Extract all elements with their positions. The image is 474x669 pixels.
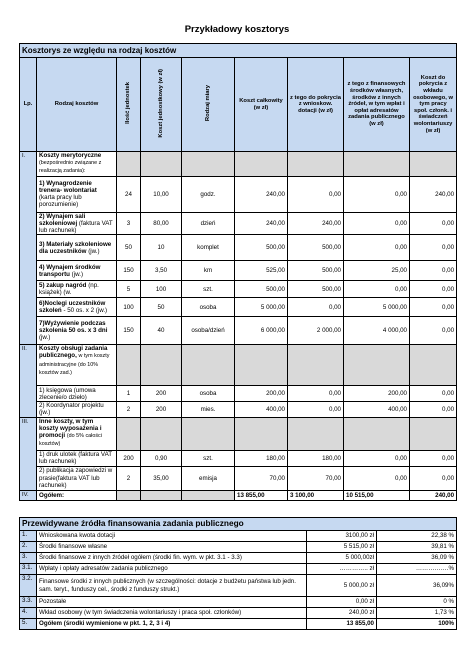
group-name: Koszty obsługi zadania publicznego, w tym koszty administracyjne (do 10% kosztów zad.) (37, 345, 117, 386)
volunteer-cell: 0,00 (410, 402, 457, 417)
funding-sources (20, 531, 457, 630)
own-funds-cell: 0,00 (344, 450, 410, 466)
cost-row (20, 317, 457, 345)
quantity-cell: 2 (117, 402, 141, 417)
funding-row (20, 597, 457, 608)
cost-item: 1) druk ulotek (faktura VAT lub rachunek) (37, 450, 117, 466)
funding-label: Środki finansowe własne (37, 542, 307, 553)
funding-row (20, 619, 457, 630)
quantity-cell: 150 (117, 261, 141, 281)
funding-amount: 5 515,00 zł (307, 542, 377, 553)
empty-cell (410, 345, 457, 386)
row-lp: 3.2. (20, 575, 37, 597)
cost-item: 5) zakup nagród (np. książek) (w. (37, 281, 117, 298)
cost-item: 2) Wynajem sali szkoleniowej (faktura VAT lub rachunek) (37, 212, 117, 235)
quantity-cell: 150 (117, 317, 141, 345)
funding-percent: 22,38 % (377, 531, 457, 542)
volunteer-cell: 0,00 (410, 466, 457, 490)
row-lp: 3.1. (20, 564, 37, 575)
measure-cell: szt. (182, 281, 235, 298)
total-cost-value: 13 855,00 (235, 490, 288, 500)
own-funds-cell: 400,00 (344, 402, 410, 417)
own-funds-cell: 0,00 (344, 176, 410, 212)
funding-amount: ………….. zł (307, 564, 377, 575)
unit-cost-cell: 80,00 (141, 212, 182, 235)
section-title-funding: Przewidywane źródła finansowania zadania publicznego (20, 518, 457, 531)
empty-cell (288, 417, 344, 450)
funding-amount: 5 000,00 zł (307, 575, 377, 597)
grant-cell: 0,00 (288, 298, 344, 317)
measure-cell: osoba (182, 298, 235, 317)
grant-cell: 500,00 (288, 235, 344, 261)
total-cost-cell: 240,00 (235, 176, 288, 212)
row-lp: I. (20, 152, 37, 345)
cost-item: 1) księgowa (umowa zlecenie/o dzieło) (37, 386, 117, 402)
empty-cell (288, 345, 344, 386)
section-title-costs: Kosztorys ze względu na rodzaj kosztów (20, 44, 457, 58)
header-unit-cost: Koszt jednostkowy (w zł) (141, 58, 182, 152)
empty-cell (182, 417, 235, 450)
group-header-row (20, 417, 457, 450)
cost-item: 7)Wyżywienie podczas szkolenia 50 os. x 3 dni (jw.) (37, 317, 117, 345)
own-funds-cell: 0,00 (344, 235, 410, 261)
grant-cell: 500,00 (288, 281, 344, 298)
group-header-row (20, 152, 457, 177)
unit-cost-cell: 100 (141, 281, 182, 298)
quantity-cell: 2 (117, 466, 141, 490)
empty-cell (182, 152, 235, 177)
unit-cost-cell: 3,50 (141, 261, 182, 281)
measure-cell: osoba (182, 386, 235, 402)
funding-amount: 13 855,00 (307, 619, 377, 630)
header-volunteer: Koszt do pokrycia z wkładu osobowego, w tym pracy społ. członk. i świadczeń wolontariuszy (w zł) (410, 58, 457, 152)
unit-cost-cell: 0,90 (141, 450, 182, 466)
funding-label: Finansowe środki z innych publicznych (w szczególności: dotacje z budżetu państwa lub jedn. sam. teryt., funduszy cel., środki z funduszy strukt.) (37, 575, 307, 597)
unit-cost-cell: 200 (141, 402, 182, 417)
empty-cell (117, 152, 141, 177)
cost-item: 6)Noclegi uczestników szkoleń - 50 os. x 2 (jw.) (37, 298, 117, 317)
group-name: Koszty merytoryczne (bezpośrednio związane z realizacją zadania): (37, 152, 117, 177)
quantity-cell: 3 (117, 212, 141, 235)
quantity-cell: 50 (117, 235, 141, 261)
header-cost-type: Rodzaj kosztów (37, 58, 117, 152)
row-lp: 3. (20, 553, 37, 564)
funding-percent: …………….% (377, 564, 457, 575)
quantity-cell: 24 (117, 176, 141, 212)
row-lp: 3.3. (20, 597, 37, 608)
own-funds-cell: 0,00 (344, 466, 410, 490)
measure-cell: godz. (182, 176, 235, 212)
total-cost-cell: 180,00 (235, 450, 288, 466)
funding-row (20, 542, 457, 553)
measure-cell: mies. (182, 402, 235, 417)
unit-cost-cell: 10,00 (141, 176, 182, 212)
total-cost-cell: 500,00 (235, 281, 288, 298)
cost-row (20, 386, 457, 402)
cost-row (20, 261, 457, 281)
unit-cost-cell: 200 (141, 386, 182, 402)
empty-cell (141, 490, 182, 500)
empty-cell (117, 490, 141, 500)
cost-row (20, 298, 457, 317)
empty-cell (288, 152, 344, 177)
volunteer-cell: 0,00 (410, 235, 457, 261)
own-funds-cell: 0,00 (344, 212, 410, 235)
total-cost-cell: 200,00 (235, 386, 288, 402)
empty-cell (344, 345, 410, 386)
volunteer-cell: 0,00 (410, 386, 457, 402)
volunteer-cell: 0,00 (410, 317, 457, 345)
empty-cell (235, 345, 288, 386)
empty-cell (410, 152, 457, 177)
funding-row (20, 608, 457, 619)
header-own-funds: z tego z finansowych środków własnych, środków z innych źródeł, w tym wpłat i opłat adresatów zadania publicznego (w zł) (344, 58, 410, 152)
total-cost-cell: 240,00 (235, 212, 288, 235)
funding-amount: 240,00 zł (307, 608, 377, 619)
funding-row (20, 553, 457, 564)
volunteer-cell: 0,00 (410, 281, 457, 298)
total-label: Ogółem: (37, 490, 117, 500)
empty-cell (235, 152, 288, 177)
grant-cell: 0,00 (288, 176, 344, 212)
unit-cost-cell: 35,00 (141, 466, 182, 490)
quantity-cell: 100 (117, 298, 141, 317)
measure-cell: km (182, 261, 235, 281)
row-lp: 4. (20, 608, 37, 619)
group-name: Inne koszty, w tym koszty wyposażenia i promocji (do 5% całości kosztów) (37, 417, 117, 450)
empty-cell (117, 417, 141, 450)
volunteer-cell: 0,00 (410, 298, 457, 317)
funding-row (20, 564, 457, 575)
funding-percent: 0 % (377, 597, 457, 608)
cost-row (20, 402, 457, 417)
funding-percent: 39,81 % (377, 542, 457, 553)
funding-label: Ogółem (środki wymienione w pkt. 1, 2, 3 i 4) (37, 619, 307, 630)
grant-cell: 0,00 (288, 386, 344, 402)
own-funds-cell: 0,00 (344, 281, 410, 298)
cost-estimate-table (19, 43, 457, 501)
funding-label: Pozostałe (37, 597, 307, 608)
header-measure: Rodzaj miary (182, 58, 235, 152)
group-header-row (20, 345, 457, 386)
total-cost-cell: 5 000,00 (235, 298, 288, 317)
cost-row (20, 212, 457, 235)
header-lp: Lp. (20, 58, 37, 152)
measure-cell: dzień (182, 212, 235, 235)
total-own-value: 10 515,00 (344, 490, 410, 500)
total-cost-cell: 500,00 (235, 235, 288, 261)
volunteer-cell: 0,00 (410, 261, 457, 281)
funding-amount: 3100,00 zł (307, 531, 377, 542)
unit-cost-cell: 50 (141, 298, 182, 317)
row-lp: III. (20, 417, 37, 490)
empty-cell (182, 345, 235, 386)
row-lp: IV. (20, 490, 37, 500)
unit-cost-cell: 10 (141, 235, 182, 261)
cost-row (20, 281, 457, 298)
total-grant-value: 3 100,00 (288, 490, 344, 500)
total-cost-cell: 525,00 (235, 261, 288, 281)
own-funds-cell: 25,00 (344, 261, 410, 281)
volunteer-cell: 240,00 (410, 176, 457, 212)
funding-percent: 36,09 % (377, 553, 457, 564)
funding-percent: 100% (377, 619, 457, 630)
empty-cell (141, 417, 182, 450)
measure-cell: emisja (182, 466, 235, 490)
total-cost-cell: 400,00 (235, 402, 288, 417)
group-merit-costs (20, 152, 457, 345)
row-lp: II. (20, 345, 37, 417)
measure-cell: osoba/dzień (182, 317, 235, 345)
volunteer-cell: 0,00 (410, 450, 457, 466)
cost-row (20, 235, 457, 261)
empty-cell (410, 417, 457, 450)
total-volunteer-value: 240,00 (410, 490, 457, 500)
cost-row (20, 176, 457, 212)
funding-label: Wkład osobowy (w tym świadczenia wolontariuszy i praca społ. członków) (37, 608, 307, 619)
row-lp: 5. (20, 619, 37, 630)
total-cost-cell: 6 000,00 (235, 317, 288, 345)
funding-amount: 5 000,00zł (307, 553, 377, 564)
empty-cell (344, 152, 410, 177)
cost-row (20, 450, 457, 466)
volunteer-cell: 0,00 (410, 212, 457, 235)
grant-cell: 2 000,00 (288, 317, 344, 345)
funding-percent: 36,09% (377, 575, 457, 597)
total-row (20, 490, 457, 500)
empty-cell (235, 417, 288, 450)
empty-cell (141, 345, 182, 386)
grant-cell: 70,00 (288, 466, 344, 490)
row-lp: 2. (20, 542, 37, 553)
grant-cell: 0,00 (288, 402, 344, 417)
empty-cell (117, 345, 141, 386)
empty-cell (141, 152, 182, 177)
funding-sources-table (19, 517, 457, 630)
group-other-costs (20, 417, 457, 490)
funding-label: Wpłaty i opłaty adresatów zadania publicznego (37, 564, 307, 575)
grant-cell: 180,00 (288, 450, 344, 466)
header-grant: z tego do pokrycia z wnioskow. dotacji (w zł) (288, 58, 344, 152)
empty-cell (182, 490, 235, 500)
cost-item: 2) publikacja zapowiedzi w prasie(faktura VAT lub rachunek) (37, 466, 117, 490)
quantity-cell: 5 (117, 281, 141, 298)
funding-row (20, 575, 457, 597)
measure-cell: komplet (182, 235, 235, 261)
funding-label: Środki finansowe z innych źródeł ogółem (środki fin. wym. w pkt. 3.1 - 3.3) (37, 553, 307, 564)
cost-item: 3) Materiały szkoleniowe dla uczestników (jw.) (37, 235, 117, 261)
row-lp: 1. (20, 531, 37, 542)
funding-row (20, 531, 457, 542)
header-row (20, 58, 457, 152)
funding-amount: 0,00 zł (307, 597, 377, 608)
unit-cost-cell: 40 (141, 317, 182, 345)
cost-item: 4) Wynajem środków transportu (jw.) (37, 261, 117, 281)
funding-label: Wnioskowana kwota dotacji (37, 531, 307, 542)
measure-cell: szt. (182, 450, 235, 466)
grant-cell: 240,00 (288, 212, 344, 235)
grant-cell: 500,00 (288, 261, 344, 281)
own-funds-cell: 5 000,00 (344, 298, 410, 317)
quantity-cell: 200 (117, 450, 141, 466)
quantity-cell: 1 (117, 386, 141, 402)
cost-item: 1) Wynagrodzenie trenera- wolontariat (karta pracy lub porozumienie) (37, 176, 117, 212)
header-total-cost: Koszt całkowity (w zł) (235, 58, 288, 152)
cost-item: 2) Koordynator projektu (jw.) (37, 402, 117, 417)
empty-cell (344, 417, 410, 450)
total-cost-cell: 70,00 (235, 466, 288, 490)
header-quantity: Ilość jednostek (117, 58, 141, 152)
group-service-costs (20, 345, 457, 417)
own-funds-cell: 200,00 (344, 386, 410, 402)
cost-row (20, 466, 457, 490)
funding-percent: 1,73 % (377, 608, 457, 619)
own-funds-cell: 4 000,00 (344, 317, 410, 345)
page-title: Przykładowy kosztorys (184, 24, 290, 35)
